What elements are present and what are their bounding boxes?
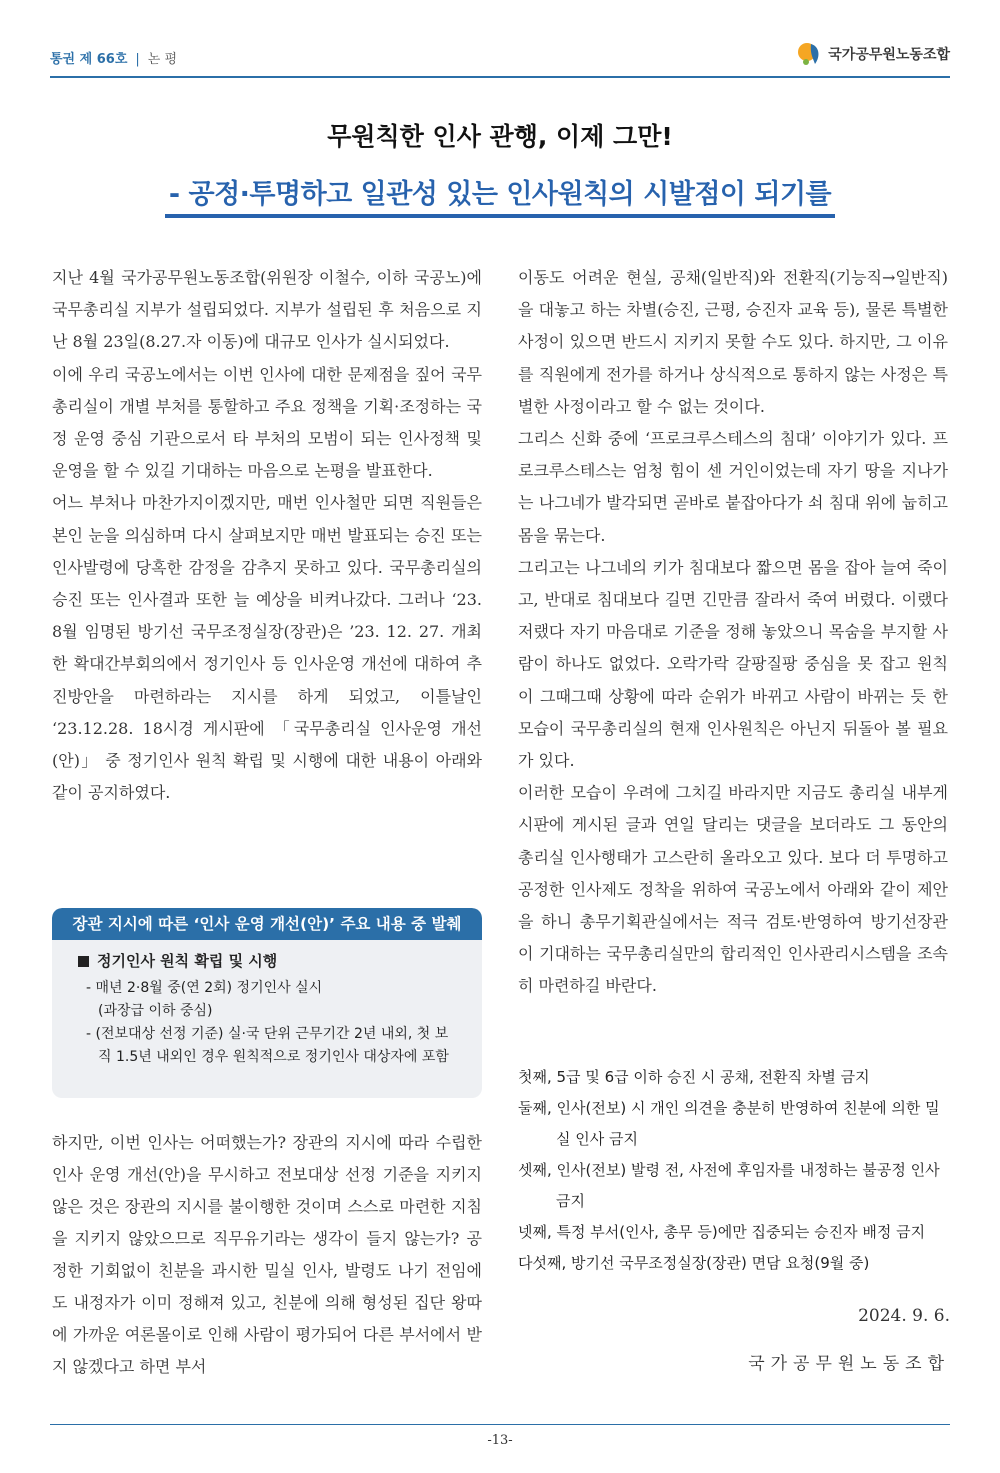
- header-separator: |: [135, 52, 140, 67]
- statement-signer: 국가공무원노동조합: [748, 1354, 950, 1374]
- body-paragraph: 이동도 어려운 현실, 공채(일반직)와 전환직(기능직→일반직)을 대놓고 하는 차별(승진, 근평, 승진자 교육 등), 물론 특별한 사정이 있으면 반드시 지키지 못할 수도 있다. 하지만, 그 이유를 직원에게 전가를 하거나 상식적으로 통하지 않는 사정은 특별한 사정이라고 할 수 없는 것이다.: [518, 268, 948, 416]
- proposal-list: [518, 1062, 950, 1279]
- header-divider: [50, 76, 950, 78]
- left-column-bottom: [52, 1127, 482, 1383]
- subtitle-wrap: [0, 172, 1000, 218]
- proposal-item: 셋째, 인사(전보) 발령 전, 사전에 후임자를 내정하는 불공정 인사 금지: [518, 1161, 940, 1210]
- page-header: [50, 40, 950, 76]
- proposal-item: 넷째, 특정 부서(인사, 총무 등)에만 집중되는 승진자 배정 금지: [518, 1223, 926, 1241]
- excerpt-item-line: - (전보대상 선정 기준) 실·국 단위 근무기간 2년 내외, 첫 보: [86, 1026, 449, 1042]
- body-paragraph: 이에 우리 국공노에서는 이번 인사에 대한 문제점을 짚어 국무총리실이 개별 부처를 통할하고 주요 정책을 기획·조정하는 국정 운영 중심 기관으로서 타 부처의 모범이 되는 인사정책 및 운영을 할 수 있길 기대하는 마음으로 논평을 발표한다.: [52, 364, 482, 481]
- excerpt-item-line: (과장급 이하 중심): [98, 1003, 213, 1019]
- page-title: 무원칙한 인사 관행, 이제 그만!: [327, 122, 673, 151]
- proposal-item: 둘째, 인사(전보) 시 개인 의견을 충분히 반영하여 친분에 의한 밀실 인사 금지: [518, 1099, 940, 1148]
- excerpt-item-line: - 매년 2·8월 중(연 2회) 정기인사 실시: [86, 980, 323, 996]
- body-paragraph: 그리스 신화 중에 ‘프로크루스테스의 침대’ 이야기가 있다. 프로크루스테스는 엄청 힘이 센 거인이었는데 자기 땅을 지나가는 나그네가 발각되면 곧바로 붙잡아다가 쇠 침대 위에 눕히고 몸을 묶는다.: [518, 429, 948, 545]
- proposal-item: 다섯째, 방기선 국무조정실장(장관) 면담 요청(9월 중): [518, 1254, 870, 1272]
- excerpt-subheading: [78, 950, 462, 973]
- statement-date: 2024. 9. 6.: [858, 1306, 950, 1326]
- proposal-item: 첫째, 5급 및 6급 이하 승진 시 공채, 전환직 차별 금지: [518, 1068, 870, 1086]
- org-logo: [797, 40, 950, 68]
- footer-divider: [50, 1424, 950, 1425]
- excerpt-box: [52, 908, 482, 1098]
- excerpt-item: [78, 1023, 462, 1069]
- org-name: 국가공무원노동조합: [828, 47, 950, 63]
- square-bullet-icon: [78, 956, 89, 967]
- body-paragraph: 지난 4월 국가공무원노동조합(위원장 이철수, 이하 국공노)에 국무총리실 지부가 설립되었다. 지부가 설립된 후 처음으로 지난 8월 23일(8.27.자 이동)에 대규모 인사가 실시되었다.: [52, 268, 482, 352]
- body-paragraph: 이러한 모습이 우려에 그치길 바라지만 지금도 총리실 내부게시판에 게시된 글과 연일 달리는 댓글을 보더라도 그 동안의 총리실 인사행태가 고스란히 올라오고 있다. 보다 더 투명하고 공정한 인사제도 정착을 위하여 국공노에서 아래와 같이 제안을 하니 총무기획관실에서는 적극 검토·반영하여 방기선장관이 기대하는 국무총리실만의 합리적인 인사관리시스템을 조속히 마련하길 바란다.: [518, 783, 948, 996]
- excerpt-subheading-text: 정기인사 원칙 확립 및 시행: [97, 952, 278, 970]
- excerpt-item: [78, 977, 462, 1023]
- union-logo-icon: [797, 40, 823, 68]
- right-column: [518, 262, 948, 1003]
- body-paragraph: 하지만, 이번 인사는 어떠했는가? 장관의 지시에 따라 수립한 인사 운영 개선(안)을 무시하고 전보대상 선정 기준을 지키지 않은 것은 장관의 지시를 불이행한 것이며 스스로 마련한 지침을 지키지 않았으므로 직무유기라는 생각이 들지 않는가? 공정한 기회없이 친분을 과시한 밀실 인사, 발령도 나기 전임에도 내정자가 이미 정해져 있고, 친분에 의해 형성된 집단 왕따에 가까운 여론몰이로 인해 사람이 평가되어 다른 부서에서 받지 않겠다고 하면 부서: [52, 1133, 482, 1376]
- body-paragraph: 어느 부처나 마찬가지이겠지만, 매번 인사철만 되면 직원들은 본인 눈을 의심하며 다시 살펴보지만 매번 발표되는 승진 또는 인사발령에 당혹한 감정을 감추지 못하고 있다. 국무총리실의 승진 또는 인사결과 또한 늘 예상을 비켜나갔다. 그러나 ‘23. 8월 임명된 방기선 국무조정실장(장관)은 ’23. 12. 27. 개최한 확대간부회의에서 정기인사 등 인사운영 개선에 대하여 추진방안을 마련하라는 지시를 하게 되었고, 이틀날인 ‘23.12.28. 18시경 게시판에 「국무총리실 인사운영 개선(안)」 중 정기인사 원칙 확립 및 시행에 대한 내용이 아래와 같이 공지하였다.: [52, 493, 482, 803]
- excerpt-box-body: [52, 940, 482, 1069]
- page-subtitle: - 공정·투명하고 일관성 있는 인사원칙의 시발점이 되기를: [165, 172, 835, 218]
- excerpt-item-line: 직 1.5년 내외인 경우 원칙적으로 정기인사 대상자에 포함: [98, 1049, 449, 1065]
- body-paragraph: 그리고는 나그네의 키가 침대보다 짧으면 몸을 잡아 늘여 죽이고, 반대로 침대보다 길면 긴만큼 잘라서 죽여 버렸다. 이랬다저랬다 자기 마음대로 기준을 정해 놓았으니 목숨을 부지할 사람이 하나도 없었다. 오락가락 갈팡질팡 중심을 못 잡고 원칙이 그때그때 상황에 따라 순위가 바뀌고 사람이 바뀌는 듯 한 모습이 국무총리실의 현재 인사원칙은 아닌지 뒤돌아 볼 필요가 있다.: [518, 557, 948, 771]
- page-number: -13-: [487, 1433, 513, 1448]
- section-label: 논 평: [147, 52, 178, 67]
- issue-number: 통권 제 66호: [50, 52, 128, 67]
- issue-label: [50, 48, 177, 67]
- excerpt-box-heading: 장관 지시에 따른 ‘인사 운영 개선(안)’ 주요 내용 중 발췌: [52, 908, 482, 940]
- left-column: [52, 262, 482, 809]
